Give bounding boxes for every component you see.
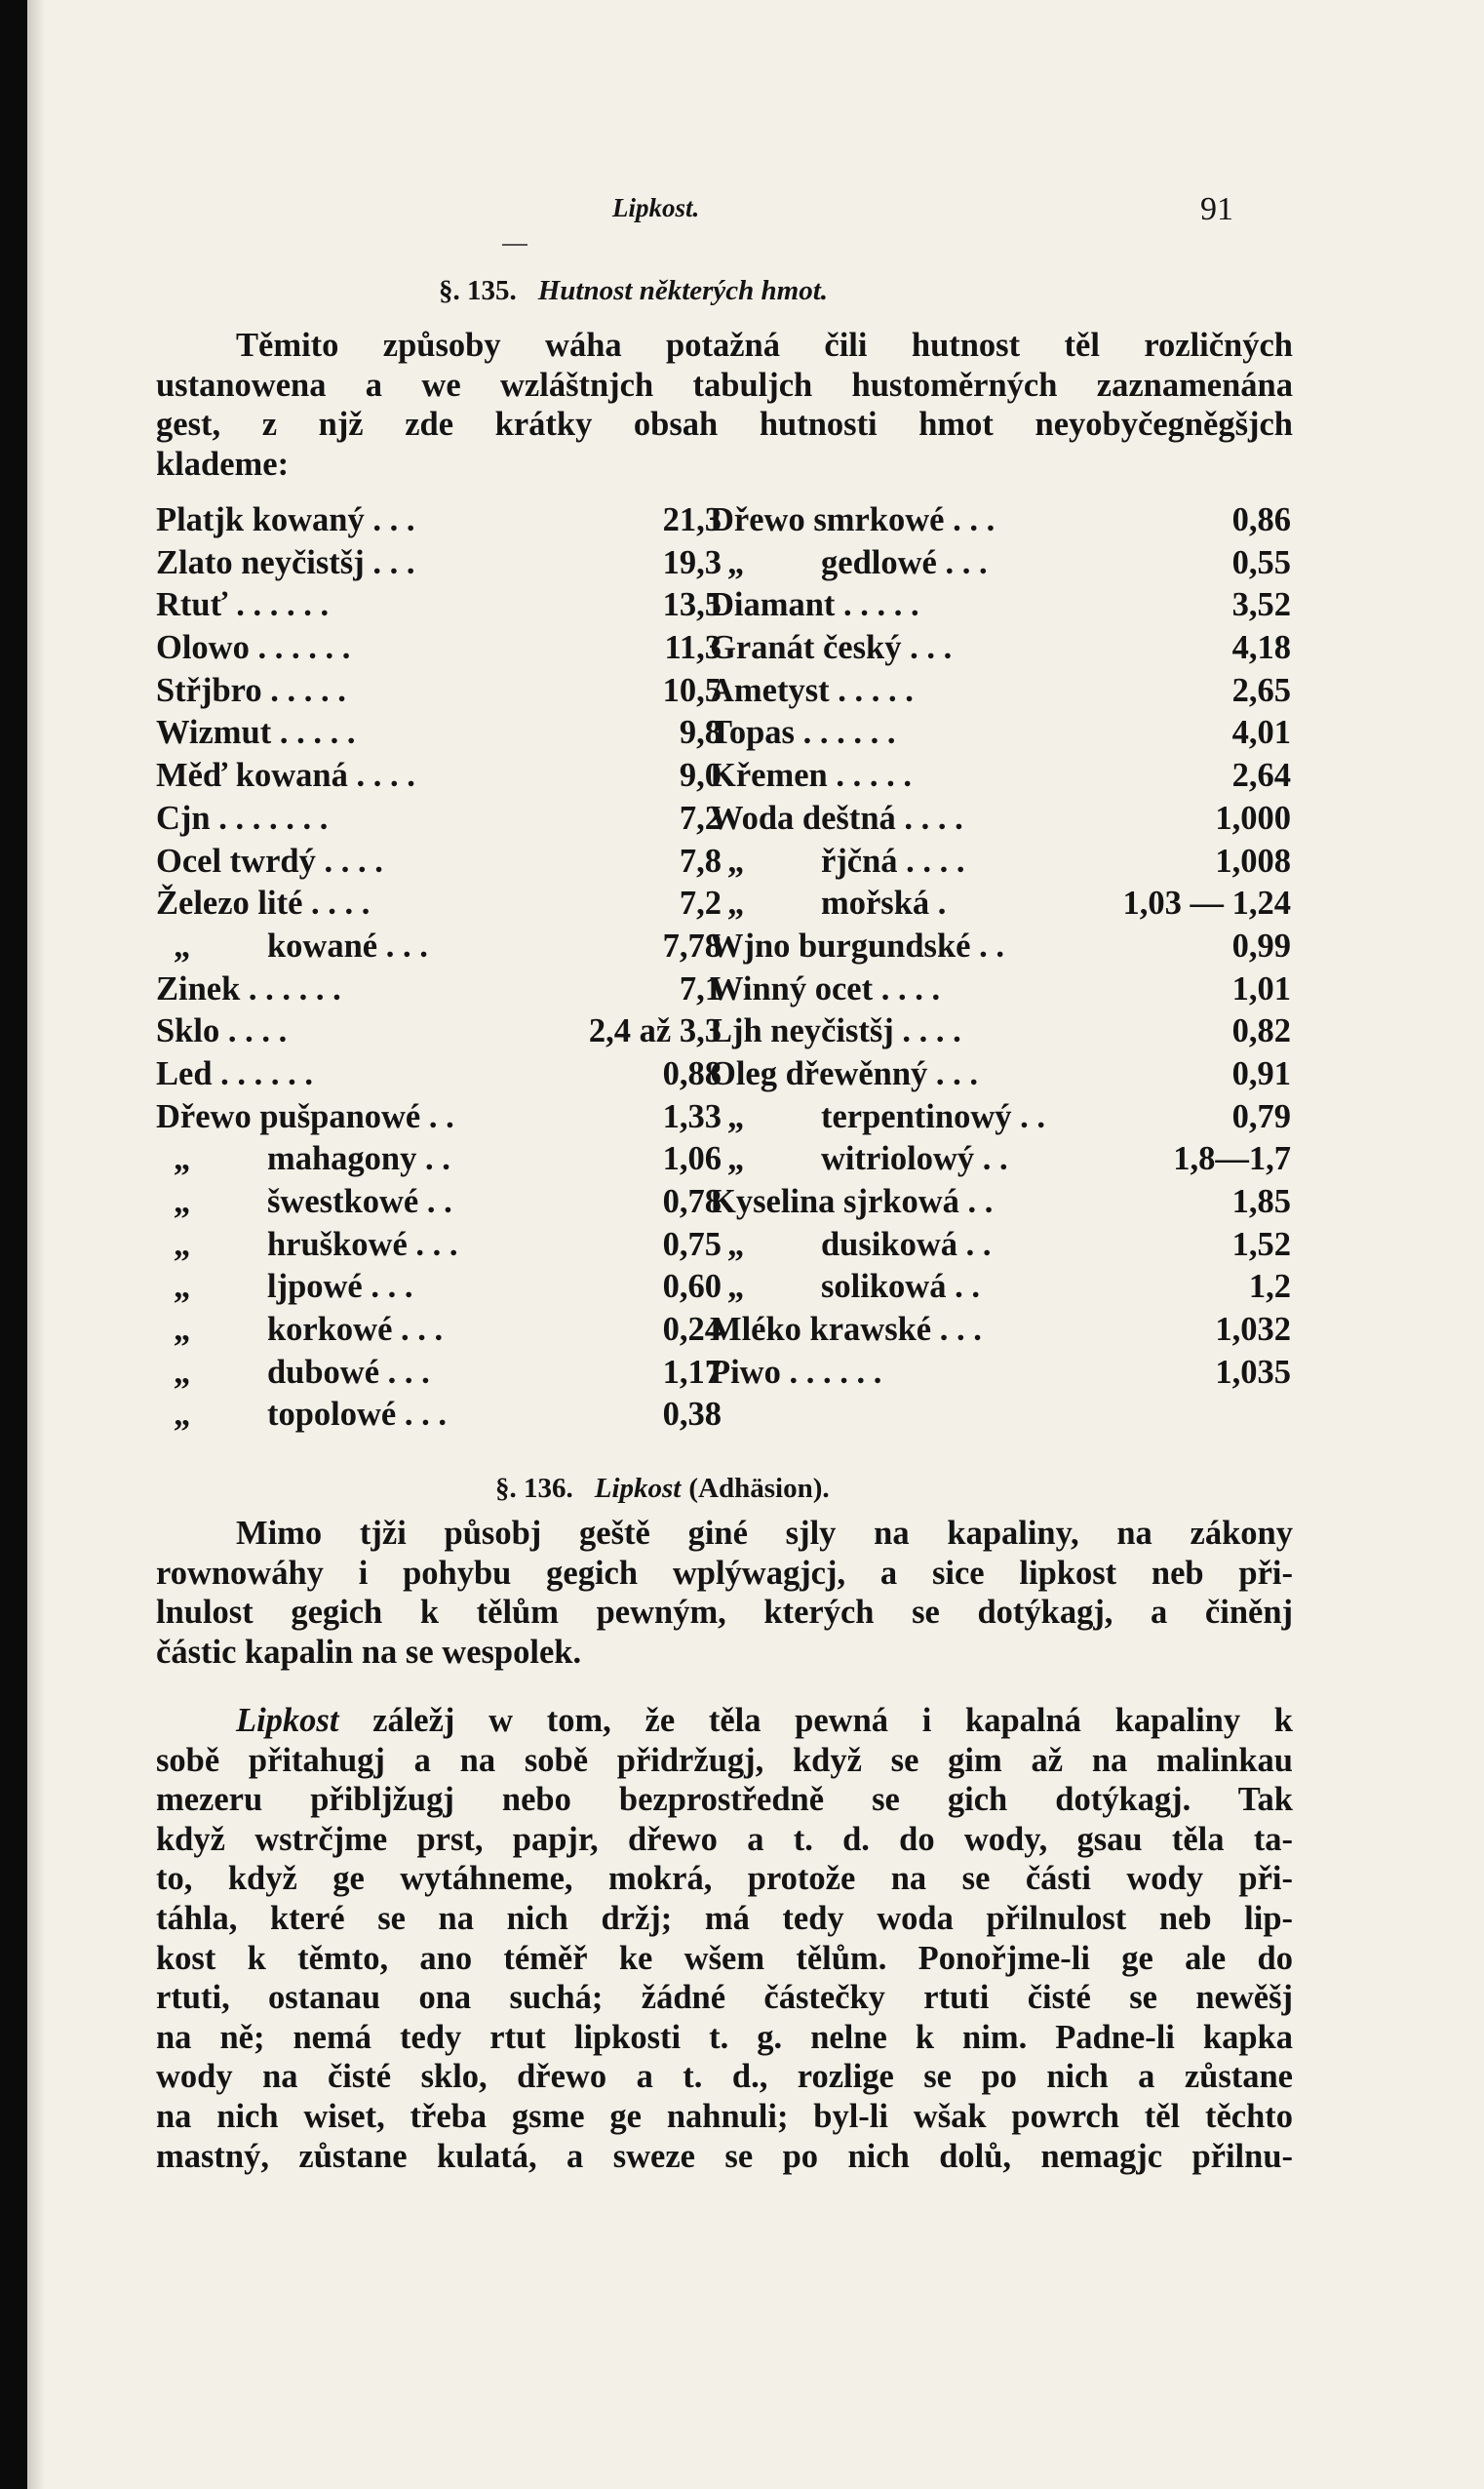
substance-name bbox=[156, 841, 383, 884]
density-value: 4,18 bbox=[1231, 629, 1291, 667]
density-value: 1,52 bbox=[1231, 1225, 1291, 1263]
substance-label: Ametyst . . . . . bbox=[710, 671, 914, 709]
substance-name bbox=[710, 755, 912, 798]
table-row bbox=[156, 883, 722, 926]
substance-name bbox=[710, 712, 895, 755]
density-value: 0,75 bbox=[662, 1225, 722, 1263]
density-value: 1,33 bbox=[662, 1097, 722, 1135]
table-row bbox=[156, 584, 722, 627]
text-line: když wstrčjme prst, papjr, dřewo a t. d. do wody, gsau těla ta- bbox=[156, 1820, 1293, 1858]
density-value: 7,2 bbox=[679, 799, 722, 837]
substance-label: Winný ocet . . . . bbox=[710, 969, 941, 1007]
substance-label: Kyselina sjrkowá . . bbox=[710, 1183, 994, 1220]
substance-label: solikowá . . bbox=[821, 1268, 980, 1306]
substance-label: řjčná . . . . bbox=[821, 842, 965, 880]
density-table-left bbox=[156, 499, 722, 1437]
substance-label: kowané . . . bbox=[267, 927, 428, 965]
substance-label: Zlato neyčistšj . . . bbox=[156, 543, 415, 581]
book-page bbox=[27, 0, 1484, 2489]
ditto-mark: „ bbox=[727, 1140, 745, 1178]
density-value: 1,8—1,7 bbox=[1173, 1140, 1291, 1178]
section-title: Hutnost některých hmot. bbox=[537, 275, 829, 306]
substance-name bbox=[156, 968, 341, 1011]
density-value: 9,8 bbox=[679, 714, 722, 752]
table-row bbox=[710, 798, 1291, 841]
table-row bbox=[710, 1352, 1291, 1395]
substance-name bbox=[156, 1138, 450, 1181]
section-number: §. 136. bbox=[495, 1473, 573, 1504]
section-subtitle: (Adhäsion). bbox=[688, 1473, 830, 1504]
section-title: Lipkost bbox=[594, 1473, 682, 1504]
density-value: 0,99 bbox=[1231, 927, 1291, 965]
table-row bbox=[156, 627, 722, 670]
text-line: wody na čisté sklo, dřewo a t. d., rozlige se po nich a zůstane bbox=[156, 2058, 1293, 2096]
density-value: 1,032 bbox=[1215, 1311, 1291, 1349]
table-row bbox=[156, 499, 722, 542]
table-row bbox=[710, 584, 1291, 627]
substance-label: ljpowé . . . bbox=[267, 1268, 413, 1306]
substance-name bbox=[156, 499, 415, 542]
text-line: mezeru přibljžugj nebo bezprostředně se gich dotýkagj. Tak bbox=[156, 1781, 1293, 1819]
table-row bbox=[156, 1394, 722, 1437]
text-line: rownowáhy i pohybu gegich wplýwagjcj, a sice lipkost neb při- bbox=[156, 1554, 1293, 1592]
substance-name bbox=[156, 755, 415, 798]
text-line: mastný, zůstane kulatá, a sweze se po nich dolů, nemagjc přilnu- bbox=[156, 2137, 1293, 2175]
ditto-mark: „ bbox=[174, 1353, 191, 1391]
density-value: 0,55 bbox=[1231, 543, 1291, 581]
ditto-mark: „ bbox=[727, 1097, 745, 1135]
density-value: 0,78 bbox=[662, 1183, 722, 1220]
substance-label: mořská . bbox=[821, 885, 947, 923]
ditto-mark: „ bbox=[727, 842, 745, 880]
substance-label: topolowé . . . bbox=[267, 1396, 447, 1434]
density-value: 4,01 bbox=[1231, 714, 1291, 752]
substance-name bbox=[156, 542, 414, 585]
text-line: kost k těmto, ano téměř ke wšem tělům. Ponořjme-li ge ale do bbox=[156, 1939, 1293, 1977]
running-head: Lipkost. bbox=[612, 193, 700, 222]
table-row bbox=[710, 883, 1291, 926]
density-value: 0,82 bbox=[1231, 1012, 1291, 1050]
table-row bbox=[156, 542, 722, 585]
table-row bbox=[710, 841, 1291, 884]
density-value: 1,85 bbox=[1231, 1183, 1291, 1220]
density-value: 1,008 bbox=[1215, 842, 1291, 880]
table-row bbox=[710, 1053, 1291, 1096]
substance-name bbox=[710, 926, 1004, 968]
density-value: 0,24 bbox=[662, 1311, 722, 1349]
substance-name bbox=[710, 798, 963, 841]
density-value: 1,000 bbox=[1215, 799, 1291, 837]
substance-label: Led . . . . . . bbox=[156, 1054, 314, 1092]
table-row bbox=[710, 1266, 1291, 1309]
substance-label: witriolowý . . bbox=[821, 1140, 1008, 1178]
table-row bbox=[710, 712, 1291, 755]
table-row bbox=[710, 1096, 1291, 1139]
density-value: 0,86 bbox=[1231, 501, 1291, 538]
text-line: lnulost gegich k tělům pewným, kterých se dotýkagj, a činěnj bbox=[156, 1594, 1293, 1632]
density-value: 9,0 bbox=[679, 757, 722, 795]
text-line: klademe: bbox=[156, 445, 290, 483]
table-row bbox=[156, 841, 722, 884]
ditto-mark: „ bbox=[174, 1183, 191, 1220]
table-row bbox=[156, 1309, 722, 1352]
table-row bbox=[156, 1224, 722, 1267]
table-row bbox=[156, 670, 722, 713]
substance-name bbox=[156, 883, 370, 926]
text-line: Těmito způsoby wáha potažná čili hutnost těl rozličných bbox=[236, 327, 1293, 364]
text-line: Mimo tjži působj geště giné sjly na kapaliny, na zákony bbox=[236, 1515, 1293, 1552]
density-value: 1,01 bbox=[1231, 969, 1291, 1007]
ditto-mark: „ bbox=[727, 543, 745, 581]
substance-name bbox=[156, 1394, 447, 1437]
substance-label: Oleg dřewěnný . . . bbox=[710, 1054, 979, 1092]
ditto-mark: „ bbox=[727, 1268, 745, 1306]
substance-name bbox=[710, 841, 965, 884]
substance-name bbox=[156, 584, 329, 627]
table-row bbox=[156, 968, 722, 1011]
ditto-mark: „ bbox=[174, 1311, 191, 1349]
text-line: rtuti, ostanau ona suchá; žádné částečky rtuti čisté se newěšj bbox=[156, 1979, 1293, 2017]
density-value: 7,78 bbox=[662, 927, 722, 965]
ditto-mark: „ bbox=[727, 1225, 745, 1263]
substance-name bbox=[710, 1224, 992, 1267]
substance-label: Sklo . . . . bbox=[156, 1012, 288, 1050]
density-value: 1,06 bbox=[662, 1140, 722, 1178]
density-table-right bbox=[710, 499, 1291, 1394]
table-row bbox=[156, 1053, 722, 1096]
substance-name bbox=[710, 883, 946, 926]
substance-name bbox=[156, 1352, 430, 1395]
density-value: 10,5 bbox=[662, 671, 722, 709]
density-value: 0,91 bbox=[1231, 1054, 1291, 1092]
substance-label: gedlowé . . . bbox=[821, 543, 988, 581]
density-value: 1,2 bbox=[1248, 1268, 1291, 1306]
substance-label: terpentinowý . . bbox=[821, 1097, 1045, 1135]
table-row bbox=[156, 1352, 722, 1395]
substance-name bbox=[156, 1224, 458, 1267]
substance-label: Ljh neyčistšj . . . . bbox=[710, 1012, 961, 1050]
table-row bbox=[710, 627, 1291, 670]
substance-name bbox=[156, 670, 346, 713]
table-row bbox=[156, 1181, 722, 1224]
text-line bbox=[156, 1701, 1293, 1741]
table-row bbox=[710, 1010, 1291, 1053]
substance-label: dubowé . . . bbox=[267, 1353, 430, 1391]
substance-label: Dřewo smrkowé . . . bbox=[710, 501, 996, 538]
substance-label: Ocel twrdý . . . . bbox=[156, 842, 383, 880]
substance-name bbox=[710, 1096, 1045, 1139]
density-value: 21,3 bbox=[662, 501, 722, 538]
substance-name bbox=[710, 1181, 993, 1224]
density-value: 7,8 bbox=[679, 842, 722, 880]
substance-name bbox=[156, 1181, 452, 1224]
table-row bbox=[156, 1138, 722, 1181]
paragraph-adhesion-definition bbox=[156, 1701, 1293, 2176]
table-row bbox=[156, 755, 722, 798]
table-row bbox=[710, 1224, 1291, 1267]
substance-label: Wizmut . . . . . bbox=[156, 714, 356, 752]
ditto-mark: „ bbox=[174, 1225, 191, 1263]
substance-name bbox=[156, 1266, 413, 1309]
substance-name bbox=[156, 1010, 287, 1053]
density-value: 0,38 bbox=[662, 1396, 722, 1434]
header-dash bbox=[502, 244, 527, 246]
substance-label: Diamant . . . . . bbox=[710, 586, 919, 624]
substance-name bbox=[156, 627, 350, 670]
section-heading-136 bbox=[495, 1473, 830, 1505]
substance-name bbox=[710, 584, 919, 627]
substance-name bbox=[156, 1309, 443, 1352]
substance-name bbox=[710, 627, 952, 670]
table-row bbox=[710, 926, 1291, 968]
ditto-mark: „ bbox=[174, 1268, 191, 1306]
density-value: 1,035 bbox=[1215, 1353, 1291, 1391]
section-heading-185 bbox=[439, 275, 828, 307]
table-row bbox=[710, 670, 1291, 713]
table-row bbox=[710, 755, 1291, 798]
substance-name bbox=[710, 1138, 1008, 1181]
ditto-mark: „ bbox=[174, 927, 191, 965]
substance-name bbox=[710, 1010, 961, 1053]
table-row bbox=[710, 968, 1291, 1011]
text-fragment: záležj w tom, že těla pewná i kapalná kapaliny k bbox=[372, 1702, 1293, 1739]
substance-label: Měď kowaná . . . . bbox=[156, 757, 415, 795]
text-line: táhla, které se na nich držj; má tedy woda přilnulost neb lip- bbox=[156, 1899, 1293, 1937]
text-line: na ně; nemá tedy rtut lipkosti t. g. nelne k nim. Padne-li kapka bbox=[156, 2018, 1293, 2056]
substance-name bbox=[710, 1266, 980, 1309]
table-row bbox=[156, 1266, 722, 1309]
density-value: 1,17 bbox=[662, 1353, 722, 1391]
text-line: sobě přitahugj a na sobě přidržugj, když se gim až na malinkau bbox=[156, 1741, 1293, 1779]
text-line: gest, z njž zde krátky obsah hutnosti hmot neyobyčegněgšjch bbox=[156, 406, 1293, 444]
substance-label: dusikowá . . bbox=[821, 1225, 992, 1263]
substance-label: korkowé . . . bbox=[267, 1311, 444, 1349]
substance-label: Cjn . . . . . . . bbox=[156, 799, 329, 837]
substance-name bbox=[156, 1053, 313, 1096]
text-line: na nich wiset, třeba gsme ge nahnuli; byl-li wšak powrch těl těchto bbox=[156, 2097, 1293, 2135]
substance-label: Železo lité . . . . bbox=[156, 885, 371, 923]
substance-label: Mléko krawské . . . bbox=[710, 1311, 982, 1349]
text-line: ustanowena a we wzláštnjch tabuljch hustoměrných zaznamenána bbox=[156, 366, 1293, 404]
table-row bbox=[710, 499, 1291, 542]
density-value: 7,1 bbox=[679, 969, 722, 1007]
substance-name bbox=[156, 926, 428, 968]
substance-name bbox=[156, 798, 328, 841]
substance-label: Zinek . . . . . . bbox=[156, 969, 341, 1007]
density-value: 7,2 bbox=[679, 885, 722, 923]
intro-paragraph bbox=[156, 326, 1293, 484]
substance-label: Rtuť . . . . . . bbox=[156, 586, 330, 624]
density-value: 2,4 až 3,3 bbox=[588, 1012, 722, 1050]
substance-label: Olowo . . . . . . bbox=[156, 629, 351, 667]
density-value: 3,52 bbox=[1231, 586, 1291, 624]
substance-label: šwestkowé . . bbox=[267, 1183, 452, 1220]
substance-name bbox=[710, 499, 995, 542]
substance-label: mahagony . . bbox=[267, 1140, 450, 1178]
substance-label: Woda deštná . . . . bbox=[710, 799, 963, 837]
substance-label: Dřewo pušpanowé . . bbox=[156, 1097, 454, 1135]
density-value: 0,88 bbox=[662, 1054, 722, 1092]
density-value: 1,03 — 1,24 bbox=[1122, 885, 1291, 923]
table-row bbox=[710, 542, 1291, 585]
ditto-mark: „ bbox=[174, 1396, 191, 1434]
page-number: 91 bbox=[1200, 191, 1233, 227]
substance-label: Piwo . . . . . . bbox=[710, 1353, 882, 1391]
density-value: 0,60 bbox=[662, 1268, 722, 1306]
table-row bbox=[710, 1138, 1291, 1181]
density-value: 19,3 bbox=[662, 543, 722, 581]
table-row bbox=[156, 798, 722, 841]
density-value: 11,3 bbox=[664, 629, 722, 667]
substance-label: Platjk kowaný . . . bbox=[156, 501, 415, 538]
substance-label: hruškowé . . . bbox=[267, 1225, 458, 1263]
substance-name bbox=[710, 542, 988, 585]
ditto-mark: „ bbox=[727, 885, 745, 923]
substance-label: Granát český . . . bbox=[710, 629, 953, 667]
substance-label: Wjno burgundské . . bbox=[710, 927, 1004, 965]
substance-name bbox=[710, 1309, 982, 1352]
text-line: to, když ge wytáhneme, mokrá, protože na se části wody při- bbox=[156, 1860, 1293, 1898]
substance-label: Topas . . . . . . bbox=[710, 714, 896, 752]
density-value: 0,79 bbox=[1231, 1097, 1291, 1135]
section-number: §. 135. bbox=[439, 275, 517, 306]
lead-term: Lipkost bbox=[236, 1702, 339, 1739]
table-row bbox=[156, 926, 722, 968]
substance-name bbox=[710, 1352, 881, 1395]
substance-name bbox=[156, 712, 355, 755]
density-value: 2,65 bbox=[1231, 671, 1291, 709]
density-value: 13,5 bbox=[662, 586, 722, 624]
substance-label: Křemen . . . . . bbox=[710, 757, 912, 795]
table-row bbox=[156, 1096, 722, 1139]
substance-name bbox=[710, 670, 914, 713]
substance-name bbox=[156, 1096, 454, 1139]
density-value: 2,64 bbox=[1231, 757, 1291, 795]
table-row bbox=[710, 1181, 1291, 1224]
table-row bbox=[156, 1010, 722, 1053]
substance-name bbox=[710, 1053, 978, 1096]
paragraph-adhesion-intro bbox=[156, 1514, 1293, 1672]
table-row bbox=[156, 712, 722, 755]
text-line: částic kapalin na se wespolek. bbox=[156, 1633, 582, 1671]
substance-label: Střjbro . . . . . bbox=[156, 671, 346, 709]
table-row bbox=[710, 1309, 1291, 1352]
ditto-mark: „ bbox=[174, 1140, 191, 1178]
substance-name bbox=[710, 968, 940, 1011]
